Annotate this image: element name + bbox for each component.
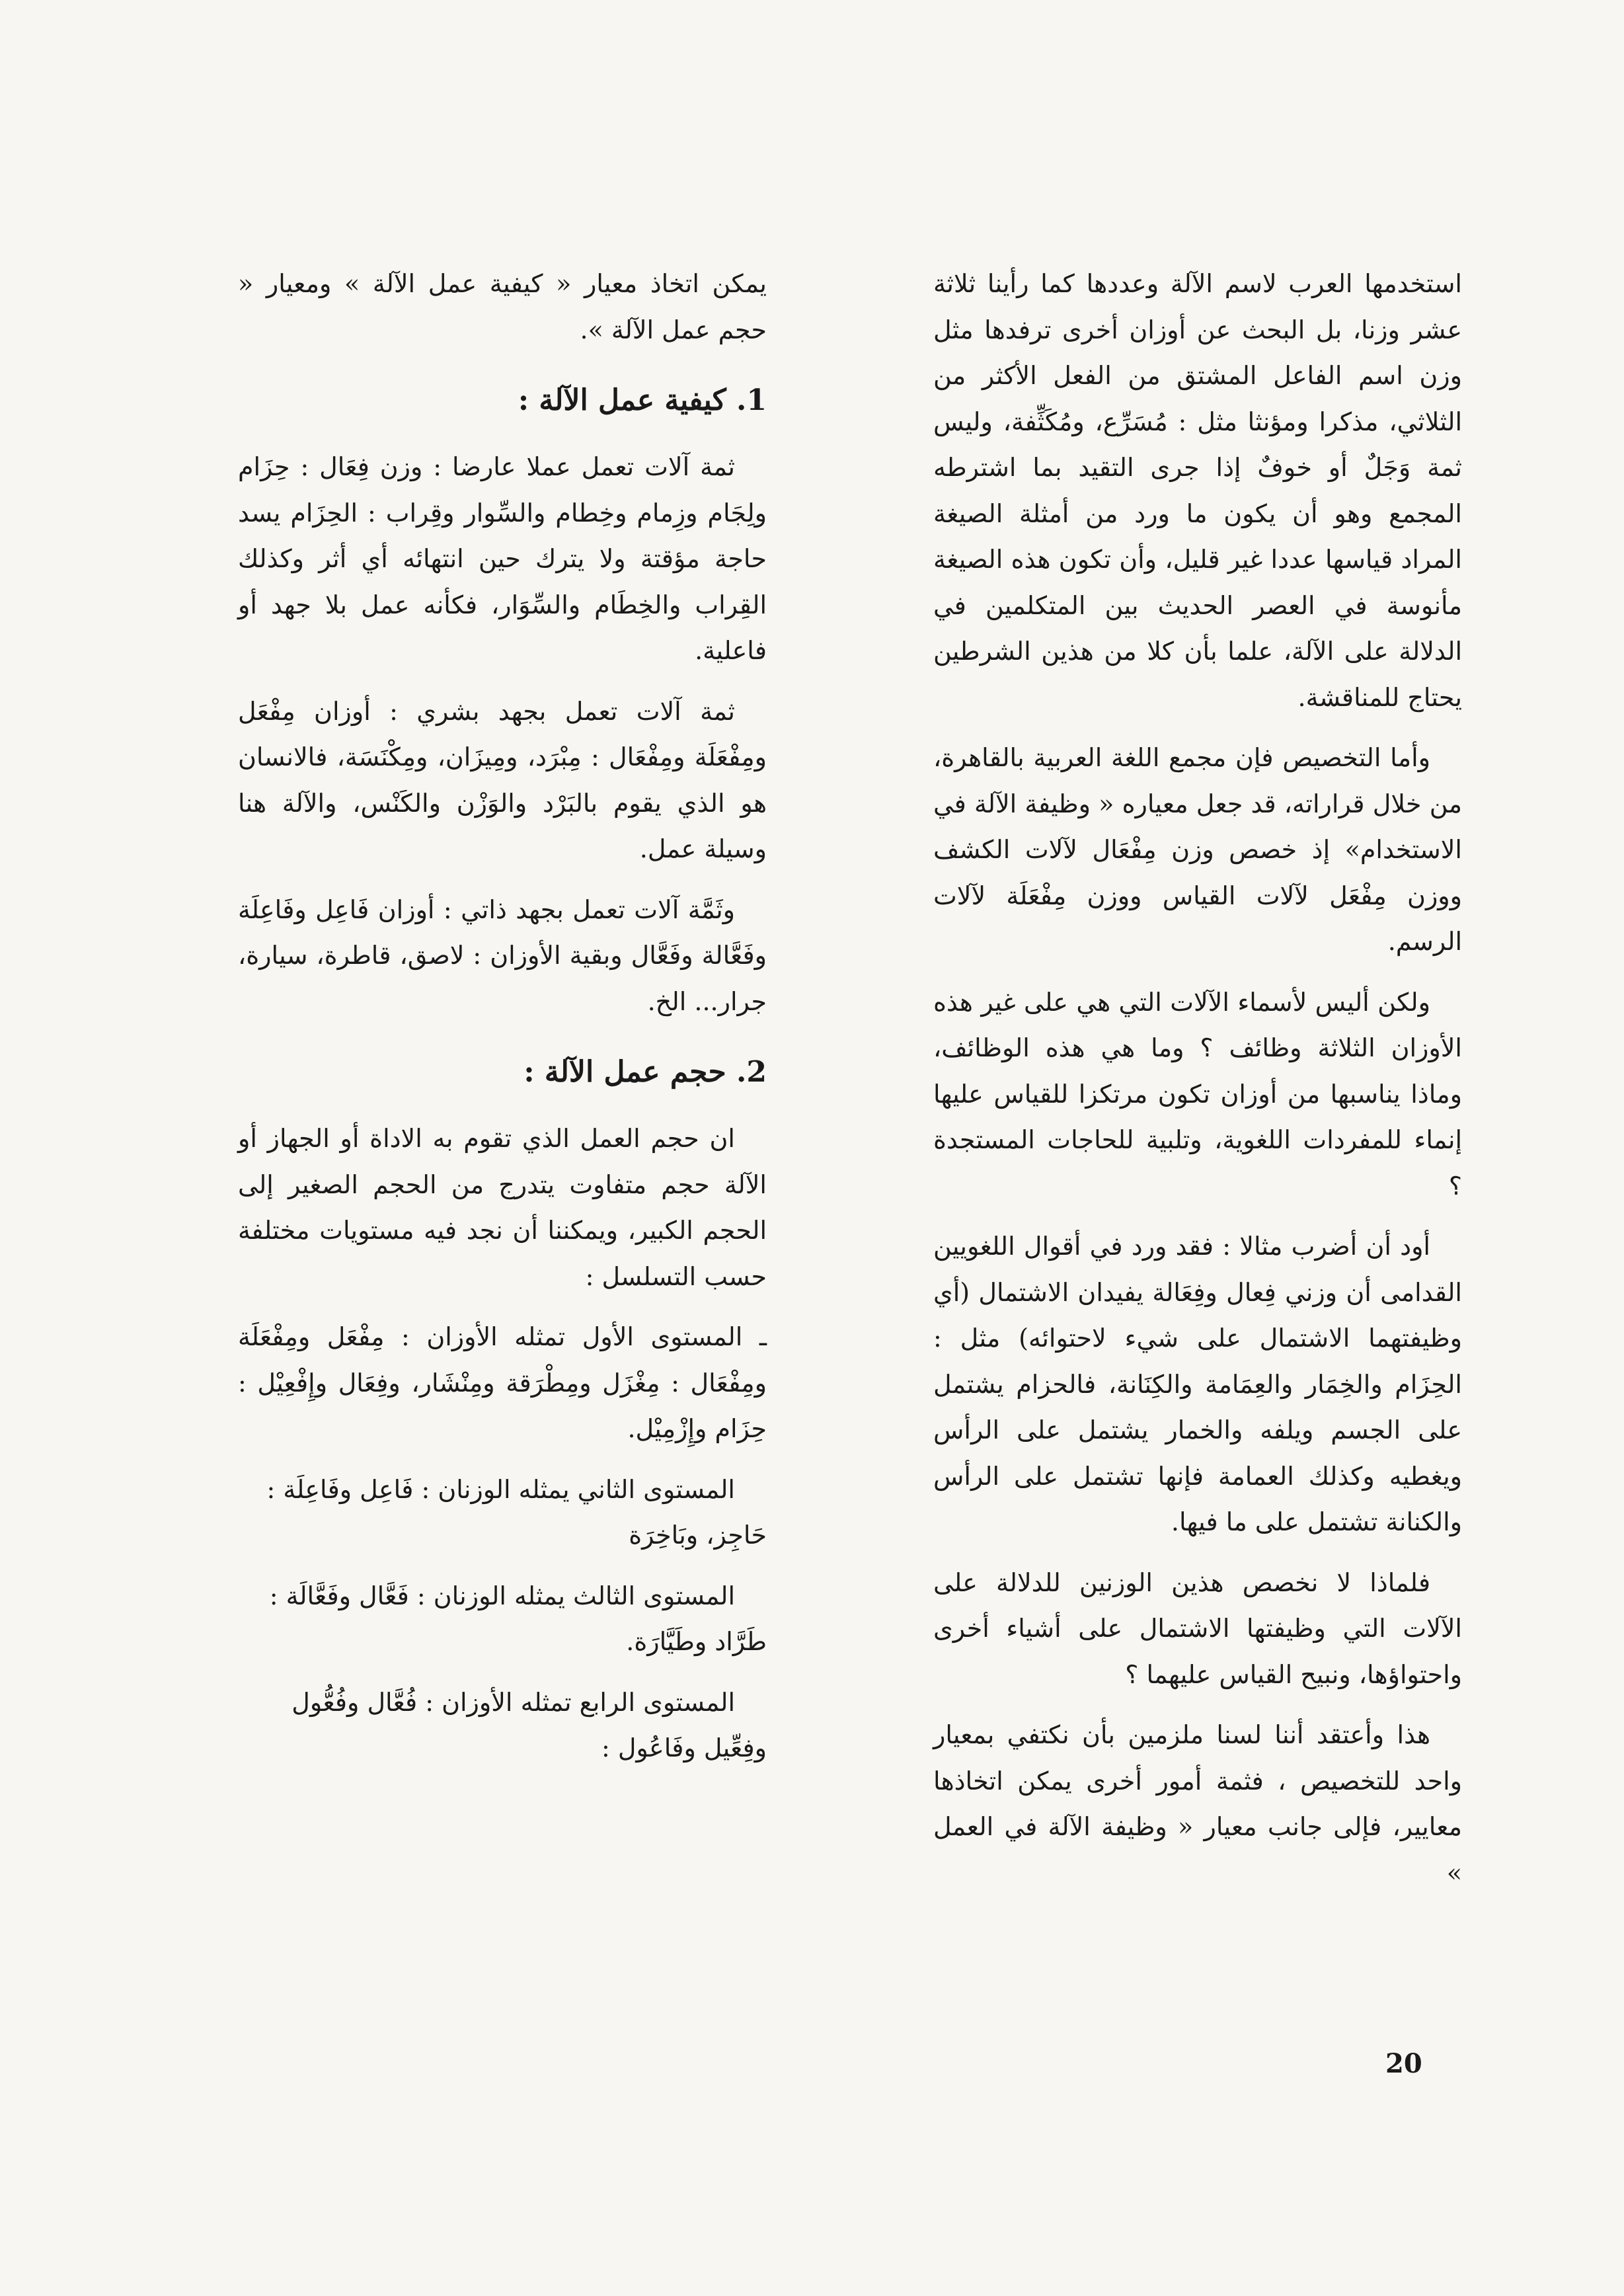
left-column <box>238 261 767 1786</box>
paragraph: وثَمَّة آلات تعمل بجهد ذاتي : أوزان فَاعِل وفَاعِلَة وفَعَّالة وفَعَّال وبقية الأوزان : لاصق، قاطرة، سيارة، جرار... الخ. <box>238 894 767 1016</box>
level-4-heading: المستوى الرابع تمثله الأوزان : فُعَّال وفُعُّول <box>291 1687 735 1717</box>
level-2-heading: المستوى الثاني يمثله الوزنان : فَاعِل وفَاعِلَة : <box>266 1474 735 1504</box>
paragraph: ثمة آلات تعمل عملا عارضا : وزن فِعَال : حِزَام ولِجَام وزِمام وخِطام والسِّوار وقِراب : الحِزَام يسد حاجة مؤقتة ولا يترك حين انتهائه أي أثر وكذلك القِراب والخِطَام والسِّوَار، فكأنه عمل بلا جهد أو فاعلية. <box>238 452 767 665</box>
paragraph: استخدمها العرب لاسم الآلة وعددها كما رأينا ثلاثة عشر وزنا، بل البحث عن أوزان أخرى ترفدها مثل وزن اسم الفاعل المشتق من الفعل الأكثر من الثلاثي، مذكرا ومؤنثا مثل : مُسَرِّع، ومُكَثِّفة، وليس ثمة وَجَلٌ أو خوفٌ إذا جرى التقيد بما اشترطه المجمع وهو أن يكون ما ورد من أمثلة الصيغة المراد قياسها عددا غير قليل، وأن تكون هذه الصيغة مأنوسة في العصر الحديث بين المتكلمين في الدلالة على الآلة، علما بأن كلا من هذين الشرطين يحتاج للمناقشة. <box>933 269 1462 712</box>
level-3-heading: المستوى الثالث يمثله الوزنان : فَعَّال وفَعَّالَة : <box>269 1581 735 1610</box>
right-column <box>933 261 1462 1911</box>
paragraph: وأما التخصيص فإن مجمع اللغة العربية بالقاهرة، من خلال قراراته، قد جعل معياره « وظيفة الآلة في الاستخدام» إذ خصص وزن مِفْعَال لآلات الكشف ووزن مِفْعَل لآلات القياس ووزن مِفْعَلَة لآلات الرسم. <box>933 743 1462 956</box>
page-number: 20 <box>1385 2048 1422 2079</box>
paragraph: هذا وأعتقد أننا لسنا ملزمين بأن نكتفي بمعيار واحد للتخصيص ، فثمة أمور أخرى يمكن اتخاذها معايير، فإلى جانب معيار « وظيفة الآلة في العمل » <box>933 1720 1462 1887</box>
paragraph: أود أن أضرب مثالا : فقد ورد في أقوال اللغويين القدامى أن وزني فِعال وفِعَالة يفيدان الاشتمال (أي وظيفتهما الاشتمال على شيء لاحتوائه) مثل : الحِزَام والخِمَار والعِمَامة والكِنَانة، فالحزام يشتمل على الجسم ويلفه والخمار يشتمل على الرأس ويغطيه وكذلك العمامة فإنها تشتمل على الرأس والكنانة تشتمل على ما فيها. <box>933 1232 1462 1536</box>
section-heading-2: 2. حجم عمل الآلة : <box>523 1055 767 1089</box>
level-2-examples: حَاجِز، وبَاخِرَة <box>629 1521 767 1550</box>
paragraph: ان حجم العمل الذي تقوم به الاداة أو الجهاز أو الآلة حجم متفاوت يتدرج من الحجم الصغير إلى الحجم الكبير، ويمكننا أن نجد فيه مستويات مختلفة حسب التسلسل : <box>238 1124 767 1291</box>
paragraph: فلماذا لا نخصص هذين الوزنين للدلالة على الآلات التي وظيفتها الاشتمال على أشياء أخرى واحتواؤها، ونبيح القياس عليهما ؟ <box>933 1567 1462 1689</box>
level-3-examples: طَرَّاد وطَيَّارَة. <box>626 1627 767 1656</box>
paragraph: ولكن أليس لأسماء الآلات التي هي على غير هذه الأوزان الثلاثة وظائف ؟ وما هي هذه الوظائف، وماذا يناسبها من أوزان تكون مرتكزا للقياس عليها إنماء للمفردات اللغوية، وتلبية للحاجات المستجدة ؟ <box>933 987 1462 1201</box>
intro-paragraph: يمكن اتخاذ معيار « كيفية عمل الآلة » ومعيار « حجم عمل الآلة ». <box>238 269 767 344</box>
paragraph: ثمة آلات تعمل بجهد بشري : أوزان مِفْعَل ومِفْعَلَة ومِفْعَال : مِبْرَد، ومِيزَان، ومِكْنَسَة، فالانسان هو الذي يقوم بالبَرْد والوَزْن والكَنْس، والآلة هنا وسيلة عمل. <box>238 696 767 863</box>
level-4-examples: وفِعِّيل وفَاعُول : <box>601 1733 767 1762</box>
level-1: ـ المستوى الأول تمثله الأوزان : مِفْعَل ومِفْعَلَة ومِفْعَال : مِغْزَل ومِطْرَقة ومِنْشَار، وفِعَال وإِفْعِيْل : حِزَام وإِزْمِيْل. <box>238 1322 767 1443</box>
section-heading-1: 1. كيفية عمل الآلة : <box>518 383 767 417</box>
